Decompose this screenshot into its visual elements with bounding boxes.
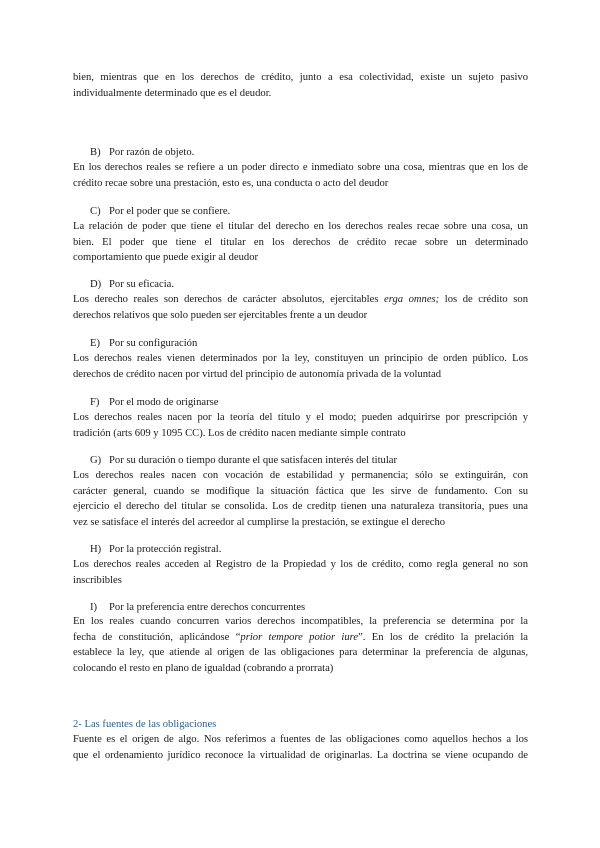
paragraph-line: En los derechos reales se refiere a un poder directo e inmediato sobre una cosa, mientras que en los de (73, 162, 528, 173)
paragraph-line: comportamiento que puede exigir al deudor (73, 252, 259, 264)
heading-g (90, 453, 397, 469)
heading-letter: E) (90, 338, 100, 349)
heading-letter: I) (90, 602, 98, 613)
heading-letter: G) (90, 455, 102, 466)
paragraph-line (73, 292, 528, 308)
heading-title: Por razón de objeto. (109, 147, 195, 158)
heading-h (90, 542, 221, 558)
text-run: fecha de constitución, aplicándose “ (73, 631, 241, 643)
paragraph-f (73, 410, 528, 441)
heading-title: Por su eficacia. (109, 279, 175, 290)
paragraph-line: vez se satisface el interés del acreedor al cumplirse la prestación, se extingue el derecho (73, 516, 446, 528)
paragraph-h (73, 557, 528, 588)
paragraph-line: tradición (arts 609 y 1095 CC). Los de crédito nacen mediante simple contrato (73, 427, 406, 439)
heading-title: Por el modo de originarse (109, 397, 219, 408)
paragraph-line: derechos relativos que solo pueden ser ejercitables frente a un deudor (73, 309, 368, 321)
paragraph-line: que el ordenamiento jurídico reconoce la virtualidad de originarlas. La doctrina se viene ocupando de (73, 749, 528, 761)
heading-c (90, 204, 230, 220)
text-run: los de crédito son (439, 294, 528, 305)
paragraph-line: establece la ley, que atiende al origen de las obligaciones para determinar la preferencia de algunas, (73, 647, 528, 659)
paragraph-line: Los derechos reales vienen determinados por la ley, constituyen un principio de orden público. Los (73, 353, 528, 364)
paragraph-line: Los derechos reales acceden al Registro de la Propiedad y los de crédito, como regla general no son (73, 559, 528, 570)
paragraph-g (73, 468, 528, 530)
paragraph-e (73, 351, 528, 382)
paragraph-line: En los reales cuando concurren varios derechos incompatibles, la preferencia se determina por la (73, 616, 528, 627)
paragraph-d (73, 292, 528, 323)
paragraph-line: colocando el resto en plano de igualdad (cobrando a prorrata) (73, 662, 334, 674)
intro-paragraph (73, 70, 528, 101)
paragraph-line (73, 630, 528, 646)
latin-phrase: prior tempore potior iure (240, 631, 359, 643)
heading-letter: F) (90, 397, 100, 408)
heading-letter: C) (90, 206, 101, 217)
paragraph-line: inscribibles (73, 574, 122, 586)
paragraph-c (73, 219, 528, 266)
paragraph-line: ejercicio el derecho del titular se consolida. Los de creditp tienen una naturaleza transitoria, pues una (73, 501, 528, 513)
paragraph-line: La relación de poder que tiene el titular del derecho en los derechos reales recae sobre una cosa, un (73, 221, 528, 232)
heading-letter: D) (90, 279, 102, 290)
intro-line: individualmente determinado que es el deudor. (73, 87, 272, 99)
latin-phrase: erga omnes; (384, 294, 440, 305)
text-run: ”. En los de crédito la prelación la (358, 631, 528, 643)
heading-title: Por la preferencia entre derechos concurrentes (109, 602, 306, 613)
heading-e (90, 336, 197, 352)
heading-letter: H) (90, 544, 102, 555)
heading-d (90, 277, 174, 293)
section-heading: 2- Las fuentes de las obligaciones (73, 719, 217, 730)
paragraph-line: bien. El poder que tiene el titular en los derechos de crédito recae sobre un determinado (73, 236, 528, 248)
heading-letter: B) (90, 147, 101, 158)
paragraph-b (73, 160, 528, 191)
paragraph-line: carácter general, cuando se modifique la situación fáctica que les sirve de fundamento. Con su (73, 485, 528, 497)
heading-b (90, 145, 194, 161)
section2-paragraph (73, 732, 528, 763)
paragraph-i (73, 614, 528, 676)
text-run: Los derecho reales son derechos de carácter absolutos, ejercitables (73, 294, 385, 305)
paragraph-line: Los derechos reales nacen por la teoría del título y el modo; pueden adquirirse por prescripción y (73, 412, 528, 423)
paragraph-line: Fuente es el origen de algo. Nos referimos a fuentes de las obligaciones como aquellos hechos a los (73, 734, 528, 745)
paragraph-line: derechos de crédito nacen por virtud del principio de autonomía privada de la voluntad (73, 368, 442, 380)
heading-title: Por el poder que se confiere. (109, 206, 231, 217)
intro-line: bien, mientras que en los derechos de crédito, junto a esa colectividad, existe un sujeto pasivo (73, 72, 528, 83)
heading-title: Por la protección registral. (109, 544, 222, 555)
paragraph-line: crédito recae sobre una prestación, esto es, una conducta o acto del deudor (73, 177, 389, 189)
heading-f (90, 395, 218, 411)
heading-title: Por su configuración (109, 338, 198, 349)
heading-title: Por su duración o tiempo durante el que satisfacen interés del titular (109, 455, 398, 466)
paragraph-line: Los derechos reales nacen con vocación de estabilidad y permanencia; sólo se extinguirán, con (73, 470, 528, 481)
